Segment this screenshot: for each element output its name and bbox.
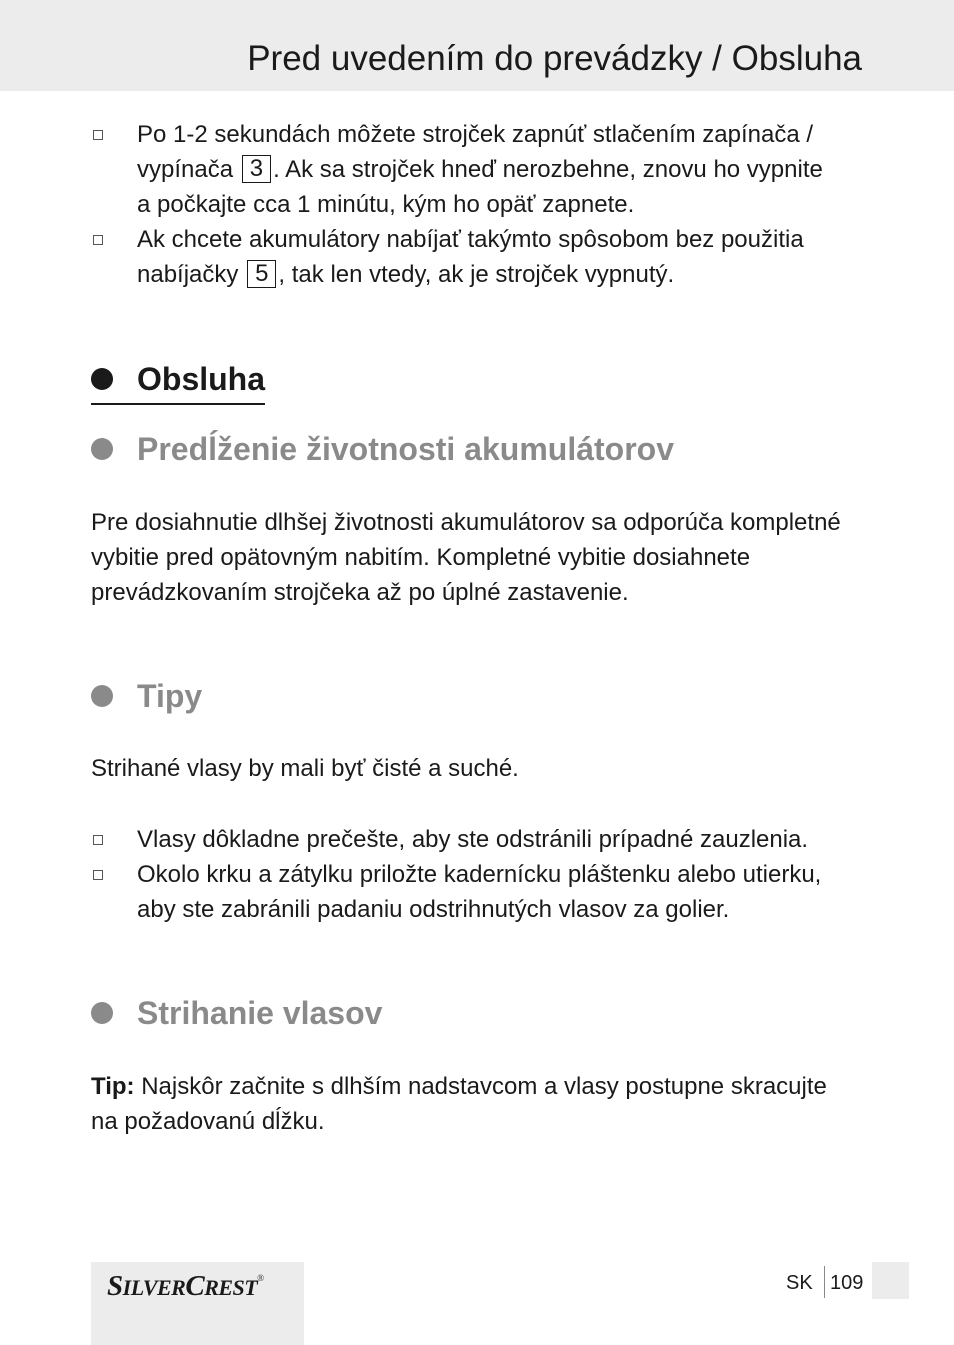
part-reference-5: 5: [247, 260, 276, 288]
paragraph-line: Pre dosiahnutie dlhšej životnosti akumulátorov sa odporúča kompletné: [91, 509, 841, 536]
list-item: [91, 222, 871, 292]
bullet-text: vypínača: [137, 156, 234, 183]
footer-divider: [824, 1266, 825, 1298]
logo-wordmark: SILVERCREST®: [107, 1270, 264, 1302]
checkbox-bullet-icon: [93, 130, 103, 140]
tips-paragraph: Strihané vlasy by mali byť čisté a suché.: [91, 755, 519, 782]
tip-line: na požadovanú dĺžku.: [91, 1108, 325, 1135]
list-item: [91, 857, 871, 927]
tip-line: [91, 1069, 871, 1104]
section-heading-cutting: [91, 991, 382, 1035]
checkbox-bullet-icon: [93, 235, 103, 245]
battery-paragraph: [91, 505, 871, 610]
tips-bullet-list: [91, 822, 871, 927]
checkbox-bullet-icon: [93, 870, 103, 880]
list-item: [91, 117, 871, 222]
bullet-line: a počkajte cca 1 minútu, kým ho opäť zapnete.: [137, 191, 635, 218]
gray-dot-icon: [91, 685, 113, 707]
black-dot-icon: [91, 368, 113, 390]
paragraph-line: vybitie pred opätovným nabitím. Kompletné vybitie dosiahnete: [91, 544, 751, 571]
page-tab-marker: [872, 1262, 909, 1299]
bullet-line: [137, 152, 871, 187]
section-heading-tips: [91, 674, 202, 718]
page-number: 109: [830, 1272, 864, 1294]
bullet-line: Ak chcete akumulátory nabíjať takýmto spôsobom bez použitia: [137, 226, 804, 253]
cutting-tip: [91, 1069, 871, 1139]
heading-underline: [91, 403, 265, 405]
bullet-text: nabíjačky: [137, 261, 239, 288]
heading-text: Predĺženie životnosti akumulátorov: [137, 431, 674, 467]
intro-bullet-list: [91, 117, 871, 292]
bullet-line: aby ste zabránili padaniu odstrihnutých vlasov za golier.: [137, 896, 730, 923]
tip-label: Tip:: [91, 1073, 135, 1100]
language-code: SK: [786, 1272, 813, 1294]
heading-text: Strihanie vlasov: [137, 995, 383, 1031]
heading-text: Tipy: [137, 678, 203, 714]
bullet-line: Okolo krku a zátylku priložte kadernícku pláštenku alebo utierku,: [137, 861, 822, 888]
list-item: [91, 822, 871, 857]
tip-text: Najskôr začnite s dlhším nadstavcom a vlasy postupne skracujte: [141, 1073, 827, 1100]
page-title: Pred uvedením do prevádzky / Obsluha: [247, 39, 862, 78]
bullet-line: Vlasy dôkladne prečešte, aby ste odstránili prípadné zauzlenia.: [137, 826, 809, 853]
gray-dot-icon: [91, 438, 113, 460]
bullet-line: Po 1-2 sekundách môžete strojček zapnúť stlačením zapínača /: [137, 121, 814, 148]
brand-logo: [91, 1262, 304, 1345]
gray-dot-icon: [91, 1002, 113, 1024]
bullet-text: . Ak sa strojček hneď nerozbehne, znovu ho vypnite: [273, 156, 823, 183]
part-reference-3: 3: [242, 155, 271, 183]
heading-text: Obsluha: [137, 361, 266, 397]
bullet-text: , tak len vtedy, ak je strojček vypnutý.: [278, 261, 675, 288]
section-heading-battery: [91, 427, 674, 471]
bullet-line: [137, 257, 871, 292]
checkbox-bullet-icon: [93, 835, 103, 845]
section-heading-obsluha: [91, 357, 265, 401]
paragraph-line: prevádzkovaním strojčeka až po úplné zastavenie.: [91, 579, 629, 606]
